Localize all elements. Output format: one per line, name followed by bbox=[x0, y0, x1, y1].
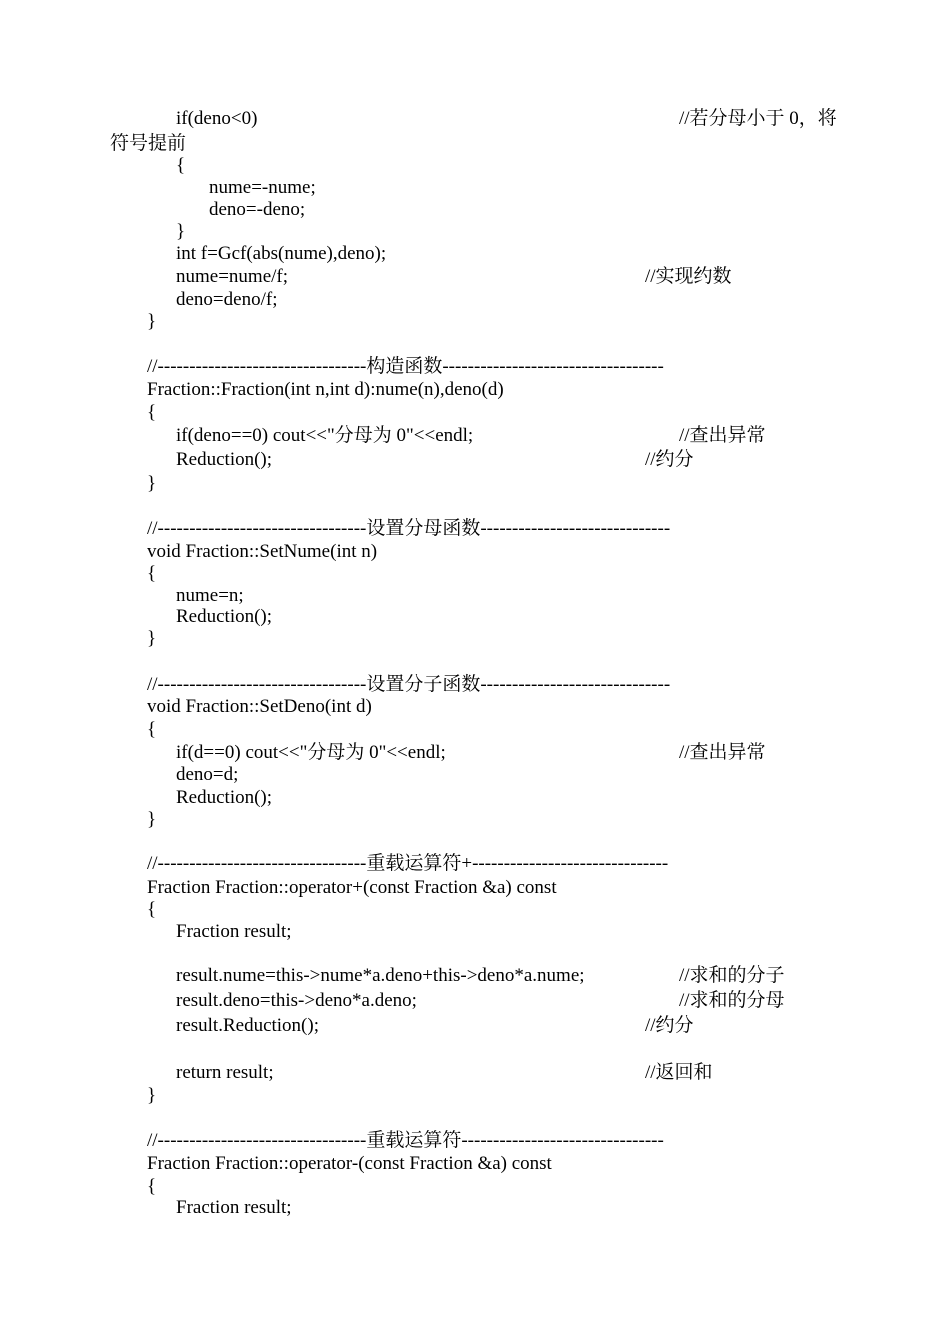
code-line: { bbox=[147, 402, 157, 423]
code-comment: //求和的分子 bbox=[679, 965, 785, 986]
code-line: { bbox=[147, 719, 157, 740]
code-line: } bbox=[147, 809, 157, 830]
code-line: Fraction Fraction::operator-(const Fraction &a) const bbox=[147, 1153, 552, 1174]
code-line: } bbox=[147, 311, 157, 332]
section-divider: //---------------------------------设置分子函数------------------------------ bbox=[147, 674, 671, 695]
code-comment: //实现约数 bbox=[645, 266, 732, 287]
code-line: { bbox=[147, 1176, 157, 1197]
code-line: } bbox=[147, 628, 157, 649]
code-comment: //查出异常 bbox=[679, 425, 766, 446]
code-line: Reduction(); bbox=[176, 787, 273, 808]
code-line: deno=deno/f; bbox=[176, 289, 278, 310]
code-line: 符号提前 bbox=[110, 133, 187, 154]
code-line: Fraction result; bbox=[176, 1197, 292, 1218]
code-line: result.deno=this->deno*a.deno; bbox=[176, 990, 417, 1011]
section-divider: //---------------------------------重载运算符-------------------------------- bbox=[147, 1130, 664, 1151]
code-line: nume=n; bbox=[176, 585, 244, 606]
code-line: } bbox=[176, 221, 186, 242]
code-line: deno=-deno; bbox=[209, 199, 306, 220]
code-line: nume=nume/f; bbox=[176, 266, 289, 287]
code-line: Reduction(); bbox=[176, 449, 273, 470]
section-divider: //---------------------------------设置分母函数------------------------------ bbox=[147, 518, 671, 539]
code-line: if(deno<0) bbox=[176, 108, 258, 129]
section-divider: //---------------------------------重载运算符+------------------------------- bbox=[147, 853, 669, 874]
code-line: return result; bbox=[176, 1062, 274, 1083]
code-line: Fraction Fraction::operator+(const Fraction &a) const bbox=[147, 877, 557, 898]
code-line: if(d==0) cout<<"分母为 0"<<endl; bbox=[176, 742, 446, 763]
code-comment: //查出异常 bbox=[679, 742, 766, 763]
code-line: deno=d; bbox=[176, 764, 239, 785]
code-line: result.Reduction(); bbox=[176, 1015, 319, 1036]
code-line: void Fraction::SetNume(int n) bbox=[147, 541, 378, 562]
code-line: Reduction(); bbox=[176, 606, 273, 627]
code-comment: //若分母小于 0，将 bbox=[679, 108, 837, 129]
code-line: int f=Gcf(abs(nume),deno); bbox=[176, 243, 387, 264]
code-line: { bbox=[176, 155, 186, 176]
code-line: { bbox=[147, 899, 157, 920]
code-comment: //约分 bbox=[645, 1015, 694, 1036]
code-line: Fraction result; bbox=[176, 921, 292, 942]
code-line: Fraction::Fraction(int n,int d):nume(n),deno(d) bbox=[147, 379, 504, 400]
code-line: } bbox=[147, 473, 157, 494]
code-line: if(deno==0) cout<<"分母为 0"<<endl; bbox=[176, 425, 474, 446]
code-comment: //约分 bbox=[645, 449, 694, 470]
code-line: { bbox=[147, 563, 157, 584]
code-comment: //返回和 bbox=[645, 1062, 713, 1083]
section-divider: //---------------------------------构造函数----------------------------------- bbox=[147, 356, 664, 377]
code-comment: //求和的分母 bbox=[679, 990, 785, 1011]
code-line: nume=-nume; bbox=[209, 177, 316, 198]
code-line: } bbox=[147, 1085, 157, 1106]
code-line: result.nume=this->nume*a.deno+this->deno*a.nume; bbox=[176, 965, 585, 986]
code-line: void Fraction::SetDeno(int d) bbox=[147, 696, 372, 717]
